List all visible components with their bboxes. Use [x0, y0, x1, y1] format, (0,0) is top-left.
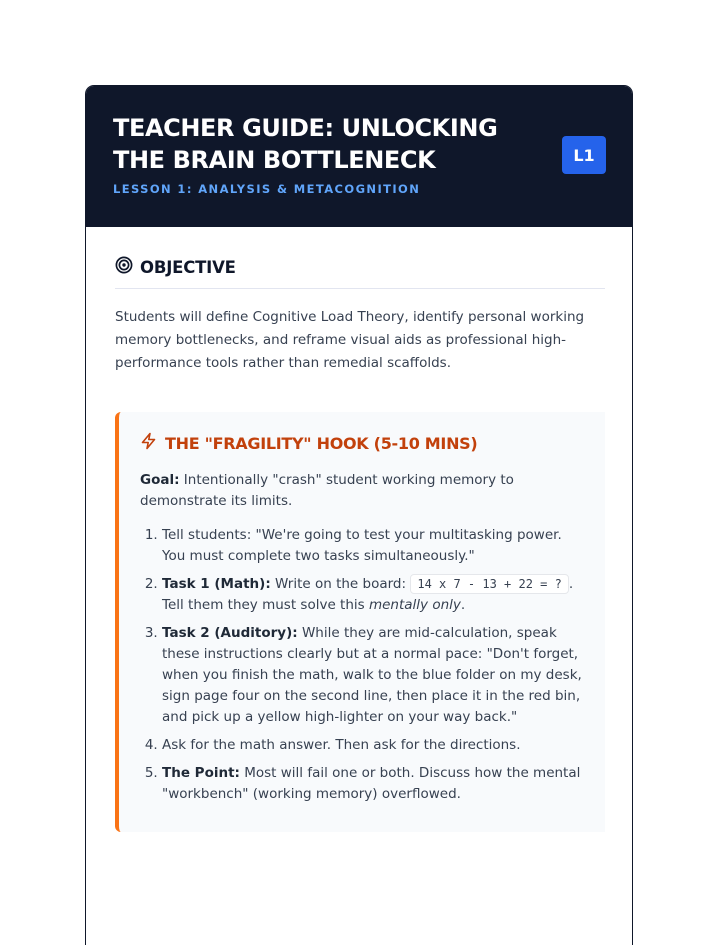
objective-text: Students will define Cognitive Load Theory, identify personal working memory bottlenecks, and reframe visual aids as professional high-performance tools rather than remedial scaffolds. [115, 309, 585, 371]
guide-body [86, 256, 632, 832]
list-item [162, 525, 585, 567]
step-label: Task 1 (Math): [162, 576, 271, 592]
hook-heading: THE "FRAGILITY" HOOK (5-10 MINS) [165, 433, 478, 453]
guide-card [85, 85, 633, 945]
hook-steps [140, 525, 585, 805]
objective-heading-row [115, 256, 605, 289]
objective-heading: OBJECTIVE [140, 257, 236, 277]
lesson-subtitle: LESSON 1: ANALYSIS & METACOGNITION [113, 182, 421, 196]
step-text: Ask for the math answer. Then ask for the directions. [162, 737, 521, 753]
step-text: While they are mid-calculation, speak these instructions clearly but at a normal pace: "Don't forget, when you finish the math, walk to the blue folder on my desk, sign page four on the second line, then place it in the red bin, and pick up a yellow high-lighter on your way back." [162, 625, 582, 725]
step-text: . [460, 597, 466, 613]
target-icon [115, 256, 133, 278]
goal-text: Intentionally "crash" student working memory to demonstrate its limits. [140, 472, 514, 509]
step-text: Most will fail one or both. Discuss how the mental "workbench" (working memory) overflowed. [162, 765, 581, 802]
step-text: . Tell them they must solve this [162, 576, 574, 613]
hook-goal [140, 470, 585, 512]
lesson-badge: L1 [562, 136, 606, 174]
step-text: Tell students: "We're going to test your multitasking power. You must complete two tasks simultaneously." [162, 527, 562, 564]
math-expression: 14 x 7 - 13 + 22 = ? [410, 574, 569, 594]
list-item [162, 735, 585, 756]
page-title: TEACHER GUIDE: UNLOCKING THE BRAIN BOTTLENECK [113, 114, 498, 174]
lightning-icon [140, 432, 157, 454]
step-text: Write on the board: [270, 576, 411, 592]
goal-label: Goal: [140, 472, 180, 488]
list-item [162, 574, 585, 616]
hook-heading-row [140, 432, 585, 454]
list-item [162, 763, 585, 805]
list-item [162, 623, 585, 728]
step-label: Task 2 (Auditory): [162, 625, 298, 641]
step-emphasis: mentally only [368, 597, 461, 613]
hook-section [115, 412, 605, 832]
guide-header [86, 86, 632, 227]
step-label: The Point: [162, 765, 240, 781]
